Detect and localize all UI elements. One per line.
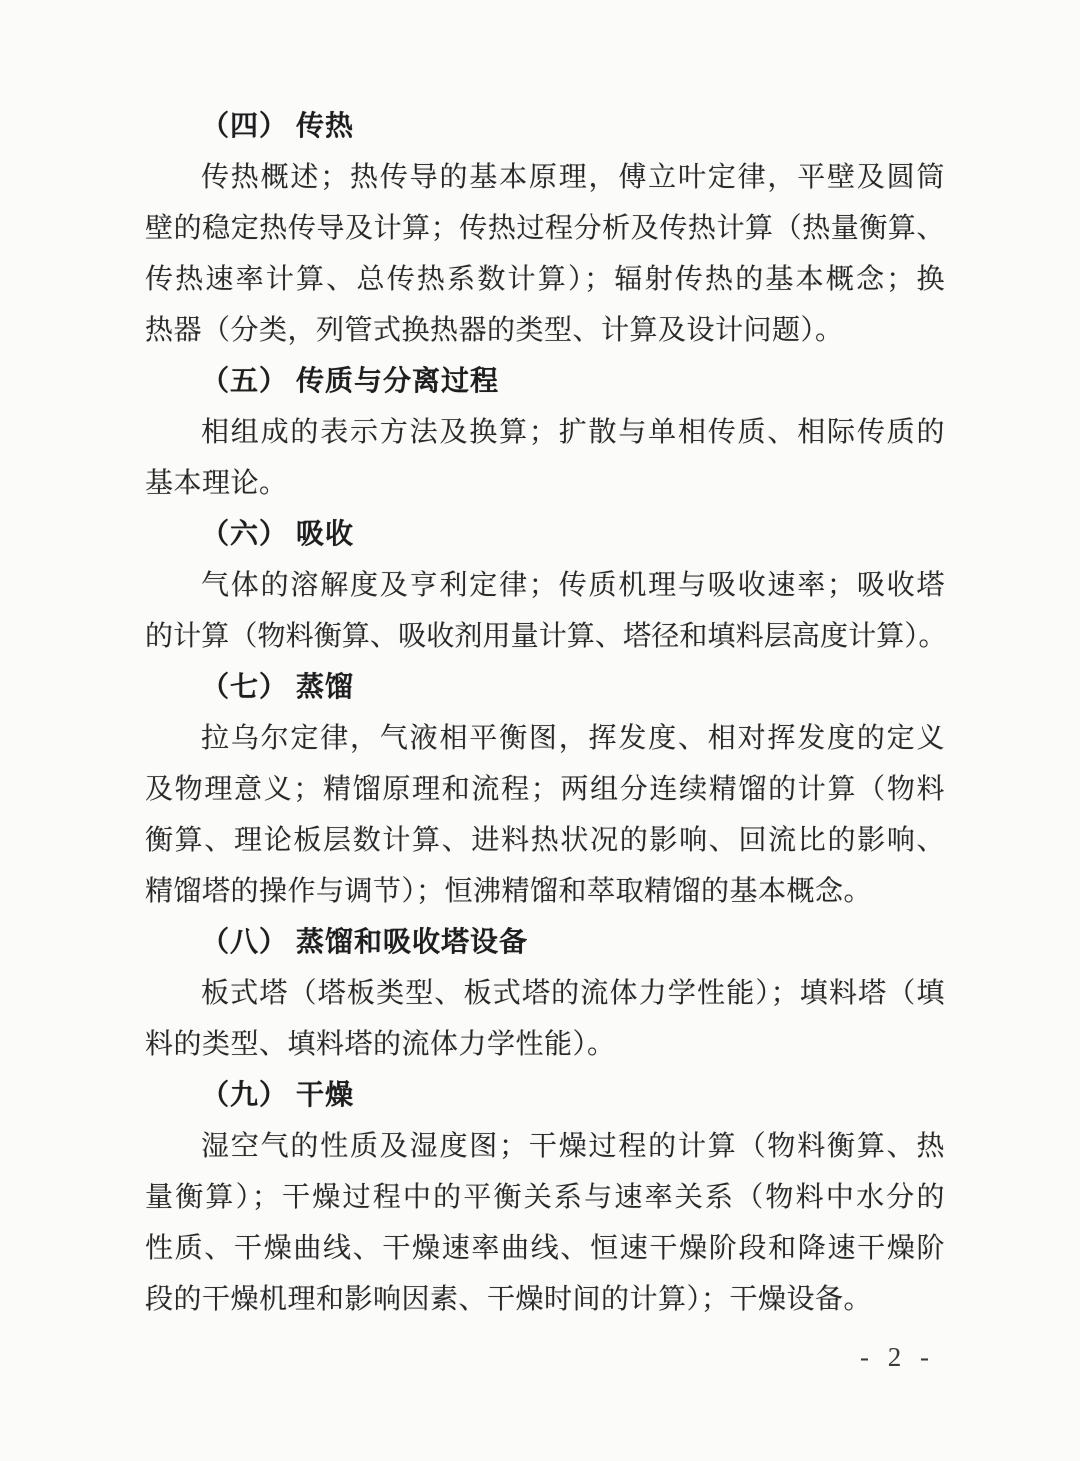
text-line: 段的干燥机理和影响因素、干燥时间的计算）；干燥设备。 [145,1284,873,1315]
text-line: 量衡算）；干燥过程中的平衡关系与速率关系（物料中水分的 [145,1182,945,1213]
section-heading: （八） 蒸馏和吸收塔设备 [201,927,529,958]
text-line: 热器（分类，列管式换热器的类型、计算及设计问题）。 [145,315,844,346]
text-line: 传热概述；热传导的基本原理，傅立叶定律，平壁及圆筒 [201,162,945,193]
text-line: 料的类型、填料塔的流体力学性能）。 [145,1029,616,1060]
text-line: 衡算、理论板层数计算、进料热状况的影响、回流比的影响、 [145,825,945,856]
text-line: 相组成的表示方法及换算；扩散与单相传质、相际传质的 [201,417,945,448]
page-number: - 2 - [860,1342,935,1372]
text-line: 板式塔（塔板类型、板式塔的流体力学性能）；填料塔（填 [201,978,945,1009]
section-heading: （四） 传热 [201,111,355,142]
section-heading: （六） 吸收 [201,519,355,550]
text-line: 的计算（物料衡算、吸收剂用量计算、塔径和填料层高度计算）。 [145,621,945,652]
section-heading: （九） 干燥 [201,1080,355,1111]
text-line: 气体的溶解度及亨利定律；传质机理与吸收速率；吸收塔 [201,570,945,601]
text-line: 拉乌尔定律，气液相平衡图，挥发度、相对挥发度的定义 [201,723,945,754]
text-line: 性质、干燥曲线、干燥速率曲线、恒速干燥阶段和降速干燥阶 [145,1233,945,1264]
text-line: 湿空气的性质及湿度图；干燥过程的计算（物料衡算、热 [201,1131,945,1162]
text-line: 传热速率计算、总传热系数计算）；辐射传热的基本概念；换 [145,264,945,295]
page-content [145,101,945,1325]
text-line: 及物理意义；精馏原理和流程；两组分连续精馏的计算（物料 [145,774,945,805]
section-heading: （七） 蒸馏 [201,672,355,703]
text-line: 精馏塔的操作与调节）；恒沸精馏和萃取精馏的基本概念。 [145,876,873,907]
section-heading: （五） 传质与分离过程 [201,366,500,397]
text-line: 基本理论。 [145,468,288,499]
text-line: 壁的稳定热传导及计算；传热过程分析及传热计算（热量衡算、 [145,213,945,244]
